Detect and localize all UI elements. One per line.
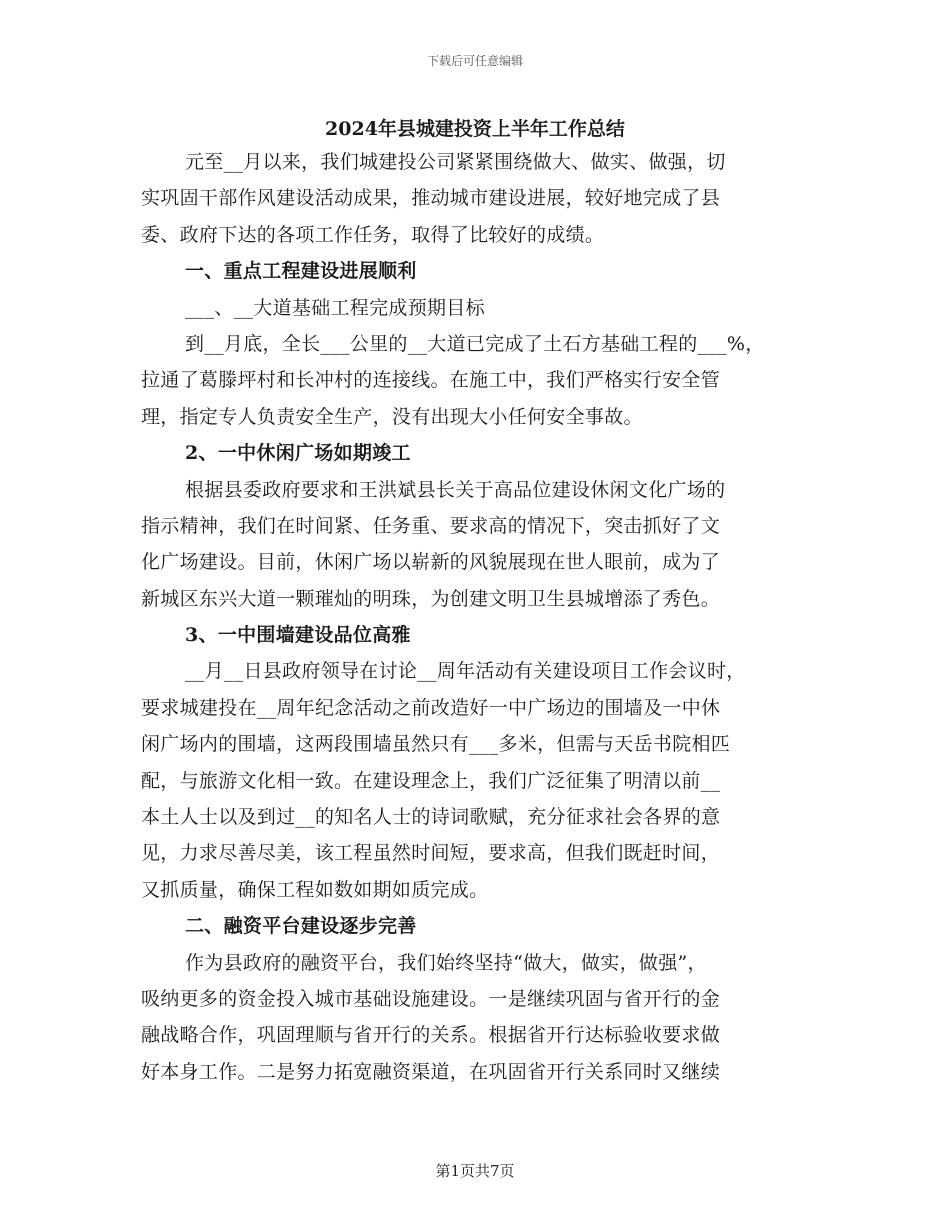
section-heading: 3、一中围墙建设品位高雅 (185, 624, 411, 647)
text-line: 见，力求尽善尽美，该工程虽然时间短，要求高，但我们既赶时间， (141, 842, 721, 865)
section-heading: 二、融资平台建设逐步完善 (185, 915, 417, 938)
text-line: 实巩固干部作风建设活动成果，推动城市建设进展，较好地完成了县 (141, 187, 721, 210)
section-heading: 一、重点工程建设进展顺利 (185, 260, 417, 283)
section-heading: 2、一中休闲广场如期竣工 (185, 442, 411, 465)
text-line: 要求城建投在__周年纪念活动之前改造好一中广场边的围墙及一中休 (141, 696, 721, 719)
text-line: 新城区东兴大道一颗璀灿的明珠，为创建文明卫生县城增添了秀色。 (141, 587, 721, 610)
text-line: 化广场建设。目前，休闲广场以崭新的风貌展现在世人眼前，成为了 (141, 551, 721, 574)
page-header: 下载后可任意编辑 (426, 54, 523, 68)
text-line: 又抓质量，确保工程如数如期如质完成。 (141, 878, 489, 901)
document-title: 2024年县城建投资上半年工作总结 (325, 118, 625, 140)
text-line: 作为县政府的融资平台，我们始终坚持“做大，做实，做强”， (185, 951, 707, 974)
text-line: 指示精神，我们在时间紧、任务重、要求高的情况下，突击抓好了文 (141, 514, 721, 537)
text-line: __月__日县政府领导在讨论__周年活动有关建设项目工作会议时， (185, 660, 746, 683)
text-line: 拉通了葛滕坪村和长冲村的连接线。在施工中，我们严格实行安全管 (141, 369, 721, 392)
text-line: 好本身工作。二是努力拓宽融资渠道，在巩固省开行关系同时又继续 (141, 1060, 721, 1083)
page-footer: 第1页共7页 (435, 1162, 515, 1180)
text-line: 本土人士以及到过__的知名人士的诗词歌赋，充分征求社会各界的意 (141, 806, 721, 829)
text-line: 融战略合作，巩固理顺与省开行的关系。根据省开行达标验收要求做 (141, 1024, 721, 1047)
text-line: 闲广场内的围墙，这两段围墙虽然只有___多米，但需与天岳书院相匹 (141, 733, 731, 756)
document-body (141, 144, 821, 1090)
text-line: 到__月底，全长___公里的__大道已完成了土石方基础工程的___%， (185, 332, 765, 355)
text-line: 理，指定专人负责安全生产，没有出现大小任何安全事故。 (141, 405, 643, 428)
text-line: 根据县委政府要求和王洪斌县长关于高品位建设休闲文化广场的 (185, 478, 726, 501)
text-line: 委、政府下达的各项工作任务，取得了比较好的成绩。 (141, 223, 605, 246)
text-line: 吸纳更多的资金投入城市基础设施建设。一是继续巩固与省开行的金 (141, 987, 721, 1010)
text-line: 配，与旅游文化相一致。在建设理念上，我们广泛征集了明清以前__ (141, 769, 721, 792)
text-line: 元至__月以来，我们城建投公司紧紧围绕做大、做实、做强，切 (185, 151, 726, 173)
text-line: ___、__大道基础工程完成预期目标 (185, 296, 485, 319)
